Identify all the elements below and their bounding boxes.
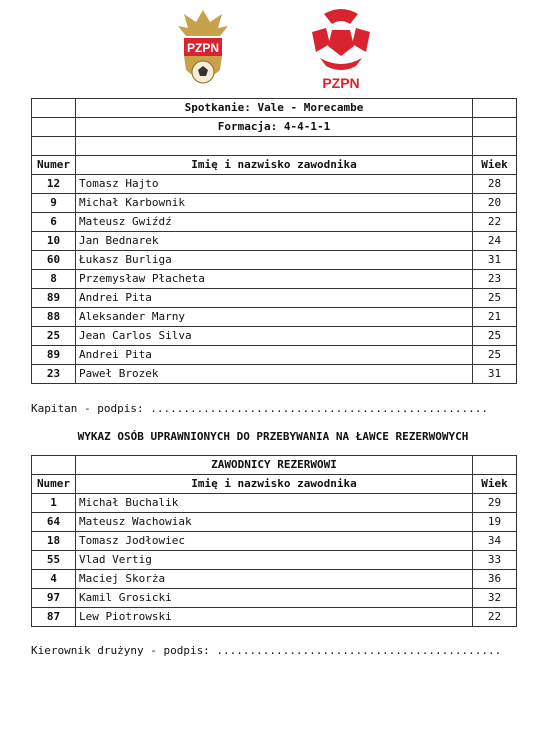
lineup-table [31, 98, 517, 384]
table-row [32, 532, 517, 551]
table-row [32, 608, 517, 627]
player-name: Łukasz Burliga [76, 251, 473, 270]
player-number: 1 [32, 494, 76, 513]
table-header-row [32, 475, 517, 494]
match-label: Spotkanie: Vale - Morecambe [76, 99, 473, 118]
player-number: 12 [32, 175, 76, 194]
table-row [32, 551, 517, 570]
formation-label: Formacja: 4-4-1-1 [76, 118, 473, 137]
player-age: 32 [473, 589, 517, 608]
header-age: Wiek [473, 156, 517, 175]
pzpn-logo-text-right: PZPN [322, 75, 360, 91]
player-age: 31 [473, 365, 517, 384]
player-number: 89 [32, 289, 76, 308]
player-number: 64 [32, 513, 76, 532]
player-age: 25 [473, 346, 517, 365]
player-age: 29 [473, 494, 517, 513]
header-number: Numer [32, 475, 76, 494]
player-number: 88 [32, 308, 76, 327]
player-number: 89 [32, 346, 76, 365]
player-age: 33 [473, 551, 517, 570]
player-age: 22 [473, 213, 517, 232]
table-row [32, 494, 517, 513]
player-number: 87 [32, 608, 76, 627]
captain-signature-line: Kapitan - podpis: ................................................... [31, 402, 488, 415]
player-age: 22 [473, 608, 517, 627]
player-name: Andrei Pita [76, 289, 473, 308]
table-header-row [32, 156, 517, 175]
player-number: 23 [32, 365, 76, 384]
header-name: Imię i nazwisko zawodnika [76, 156, 473, 175]
reserves-title: ZAWODNICY REZERWOWI [76, 456, 473, 475]
player-name: Paweł Brozek [76, 365, 473, 384]
header-number: Numer [32, 156, 76, 175]
player-number: 4 [32, 570, 76, 589]
player-age: 31 [473, 251, 517, 270]
player-age: 20 [473, 194, 517, 213]
bench-title: WYKAZ OSÓB UPRAWNIONYCH DO PRZEBYWANIA NA ŁAWCE REZERWOWYCH [77, 430, 469, 443]
player-name: Vlad Vertig [76, 551, 473, 570]
player-name: Tomasz Hajto [76, 175, 473, 194]
player-age: 25 [473, 327, 517, 346]
player-number: 6 [32, 213, 76, 232]
player-name: Jan Bednarek [76, 232, 473, 251]
player-number: 18 [32, 532, 76, 551]
player-number: 97 [32, 589, 76, 608]
table-row [32, 232, 517, 251]
table-row [32, 175, 517, 194]
player-number: 10 [32, 232, 76, 251]
reserves-rows [32, 494, 517, 627]
pzpn-ball-logo-icon [304, 4, 378, 92]
table-row [32, 570, 517, 589]
player-age: 24 [473, 232, 517, 251]
player-name: Andrei Pita [76, 346, 473, 365]
player-number: 55 [32, 551, 76, 570]
manager-signature-line: Kierownik drużyny - podpis: ........................................... [31, 644, 502, 657]
player-name: Przemysław Płacheta [76, 270, 473, 289]
player-age: 23 [473, 270, 517, 289]
player-age: 36 [473, 570, 517, 589]
table-row [32, 365, 517, 384]
table-row [32, 513, 517, 532]
player-age: 34 [473, 532, 517, 551]
logos-header [0, 0, 546, 96]
lineup-rows [32, 175, 517, 384]
player-age: 28 [473, 175, 517, 194]
table-row [32, 251, 517, 270]
player-name: Jean Carlos Silva [76, 327, 473, 346]
player-name: Mateusz Gwiźdź [76, 213, 473, 232]
table-row [32, 194, 517, 213]
player-number: 25 [32, 327, 76, 346]
header-name: Imię i nazwisko zawodnika [76, 475, 473, 494]
player-name: Michał Karbownik [76, 194, 473, 213]
player-number: 60 [32, 251, 76, 270]
player-name: Maciej Skorża [76, 570, 473, 589]
player-age: 19 [473, 513, 517, 532]
table-row [32, 213, 517, 232]
table-row [32, 589, 517, 608]
player-name: Tomasz Jodłowiec [76, 532, 473, 551]
player-number: 9 [32, 194, 76, 213]
player-name: Michał Buchalik [76, 494, 473, 513]
player-name: Aleksander Marny [76, 308, 473, 327]
player-age: 21 [473, 308, 517, 327]
pzpn-eagle-emblem-icon [174, 8, 232, 90]
table-row [32, 327, 517, 346]
table-row [32, 289, 517, 308]
reserves-table [31, 455, 517, 627]
pzpn-logo-text-left: PZPN [186, 41, 220, 55]
player-age: 25 [473, 289, 517, 308]
header-age: Wiek [473, 475, 517, 494]
player-number: 8 [32, 270, 76, 289]
player-name: Lew Piotrowski [76, 608, 473, 627]
table-row [32, 308, 517, 327]
table-row [32, 346, 517, 365]
player-name: Kamil Grosicki [76, 589, 473, 608]
table-row [32, 270, 517, 289]
player-name: Mateusz Wachowiak [76, 513, 473, 532]
